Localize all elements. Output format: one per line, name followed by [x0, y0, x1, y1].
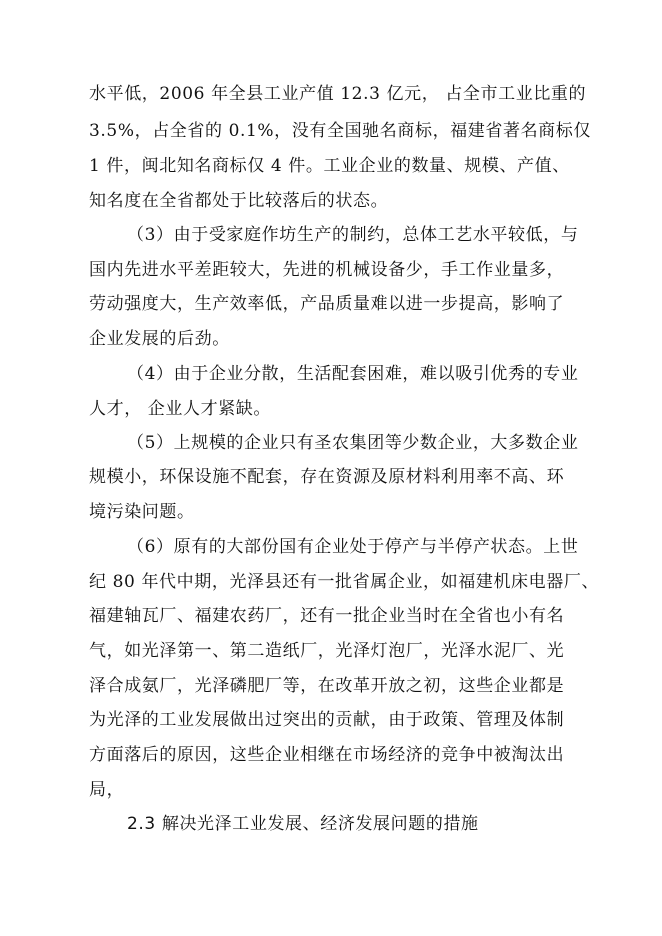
text-line: 气，如光泽第一、第二造纸厂，光泽灯泡厂，光泽水泥厂、光 [89, 641, 565, 661]
text-line: 3.5%，占全省的 0.1%，没有全国驰名商标，福建省著名商标仅 [89, 121, 591, 141]
text-line: 规模小，环保设施不配套，存在资源及原材料利用率不高、环 [89, 467, 565, 487]
text-line: 人才， 企业人才紧缺。 [89, 399, 272, 419]
text-line: 劳动强度大，生产效率低，产品质量难以进一步提高，影响了 [89, 294, 565, 314]
text-line: 为光泽的工业发展做出过突出的贡献，由于政策、管理及体制 [89, 710, 565, 730]
text-line: 国内先进水平差距较大，先进的机械设备少，手工作业量多， [89, 260, 565, 280]
text-line: 纪 80 年代中期，光泽县还有一批省属企业，如福建机床电器厂、 [89, 572, 600, 592]
paragraph-first-line: （6）原有的大部份国有企业处于停产与半停产状态。上世 [127, 537, 579, 557]
section-heading: 2.3 解决光泽工业发展、经济发展问题的措施 [127, 814, 479, 834]
text-line: 1 件，闽北知名商标仅 4 件。工业企业的数量、规模、产值、 [89, 156, 570, 176]
text-line: 局， [89, 780, 125, 800]
text-line: 方面落后的原因，这些企业相继在市场经济的竞争中被淘汰出 [89, 745, 565, 765]
text-line: 企业发展的后劲。 [89, 329, 230, 349]
paragraph-first-line: （3）由于受家庭作坊生产的制约，总体工艺水平较低，与 [127, 225, 579, 245]
text-line: 境污染问题。 [89, 502, 195, 522]
text-line: 福建轴瓦厂、福建农药厂，还有一批企业当时在全省也小有名 [89, 606, 565, 626]
paragraph-first-line: （4）由于企业分散，生活配套困难，难以吸引优秀的专业 [127, 364, 579, 384]
text-line: 泽合成氨厂，光泽磷肥厂等，在改革开放之初，这些企业都是 [89, 676, 565, 696]
text-line: 知名度在全省都处于比较落后的状态。 [89, 191, 389, 211]
paragraph-first-line: （5）上规模的企业只有圣农集团等少数企业，大多数企业 [127, 433, 579, 453]
text-line: 水平低，2006 年全县工业产值 12.3 亿元， 占全市工业比重的 [89, 84, 587, 104]
